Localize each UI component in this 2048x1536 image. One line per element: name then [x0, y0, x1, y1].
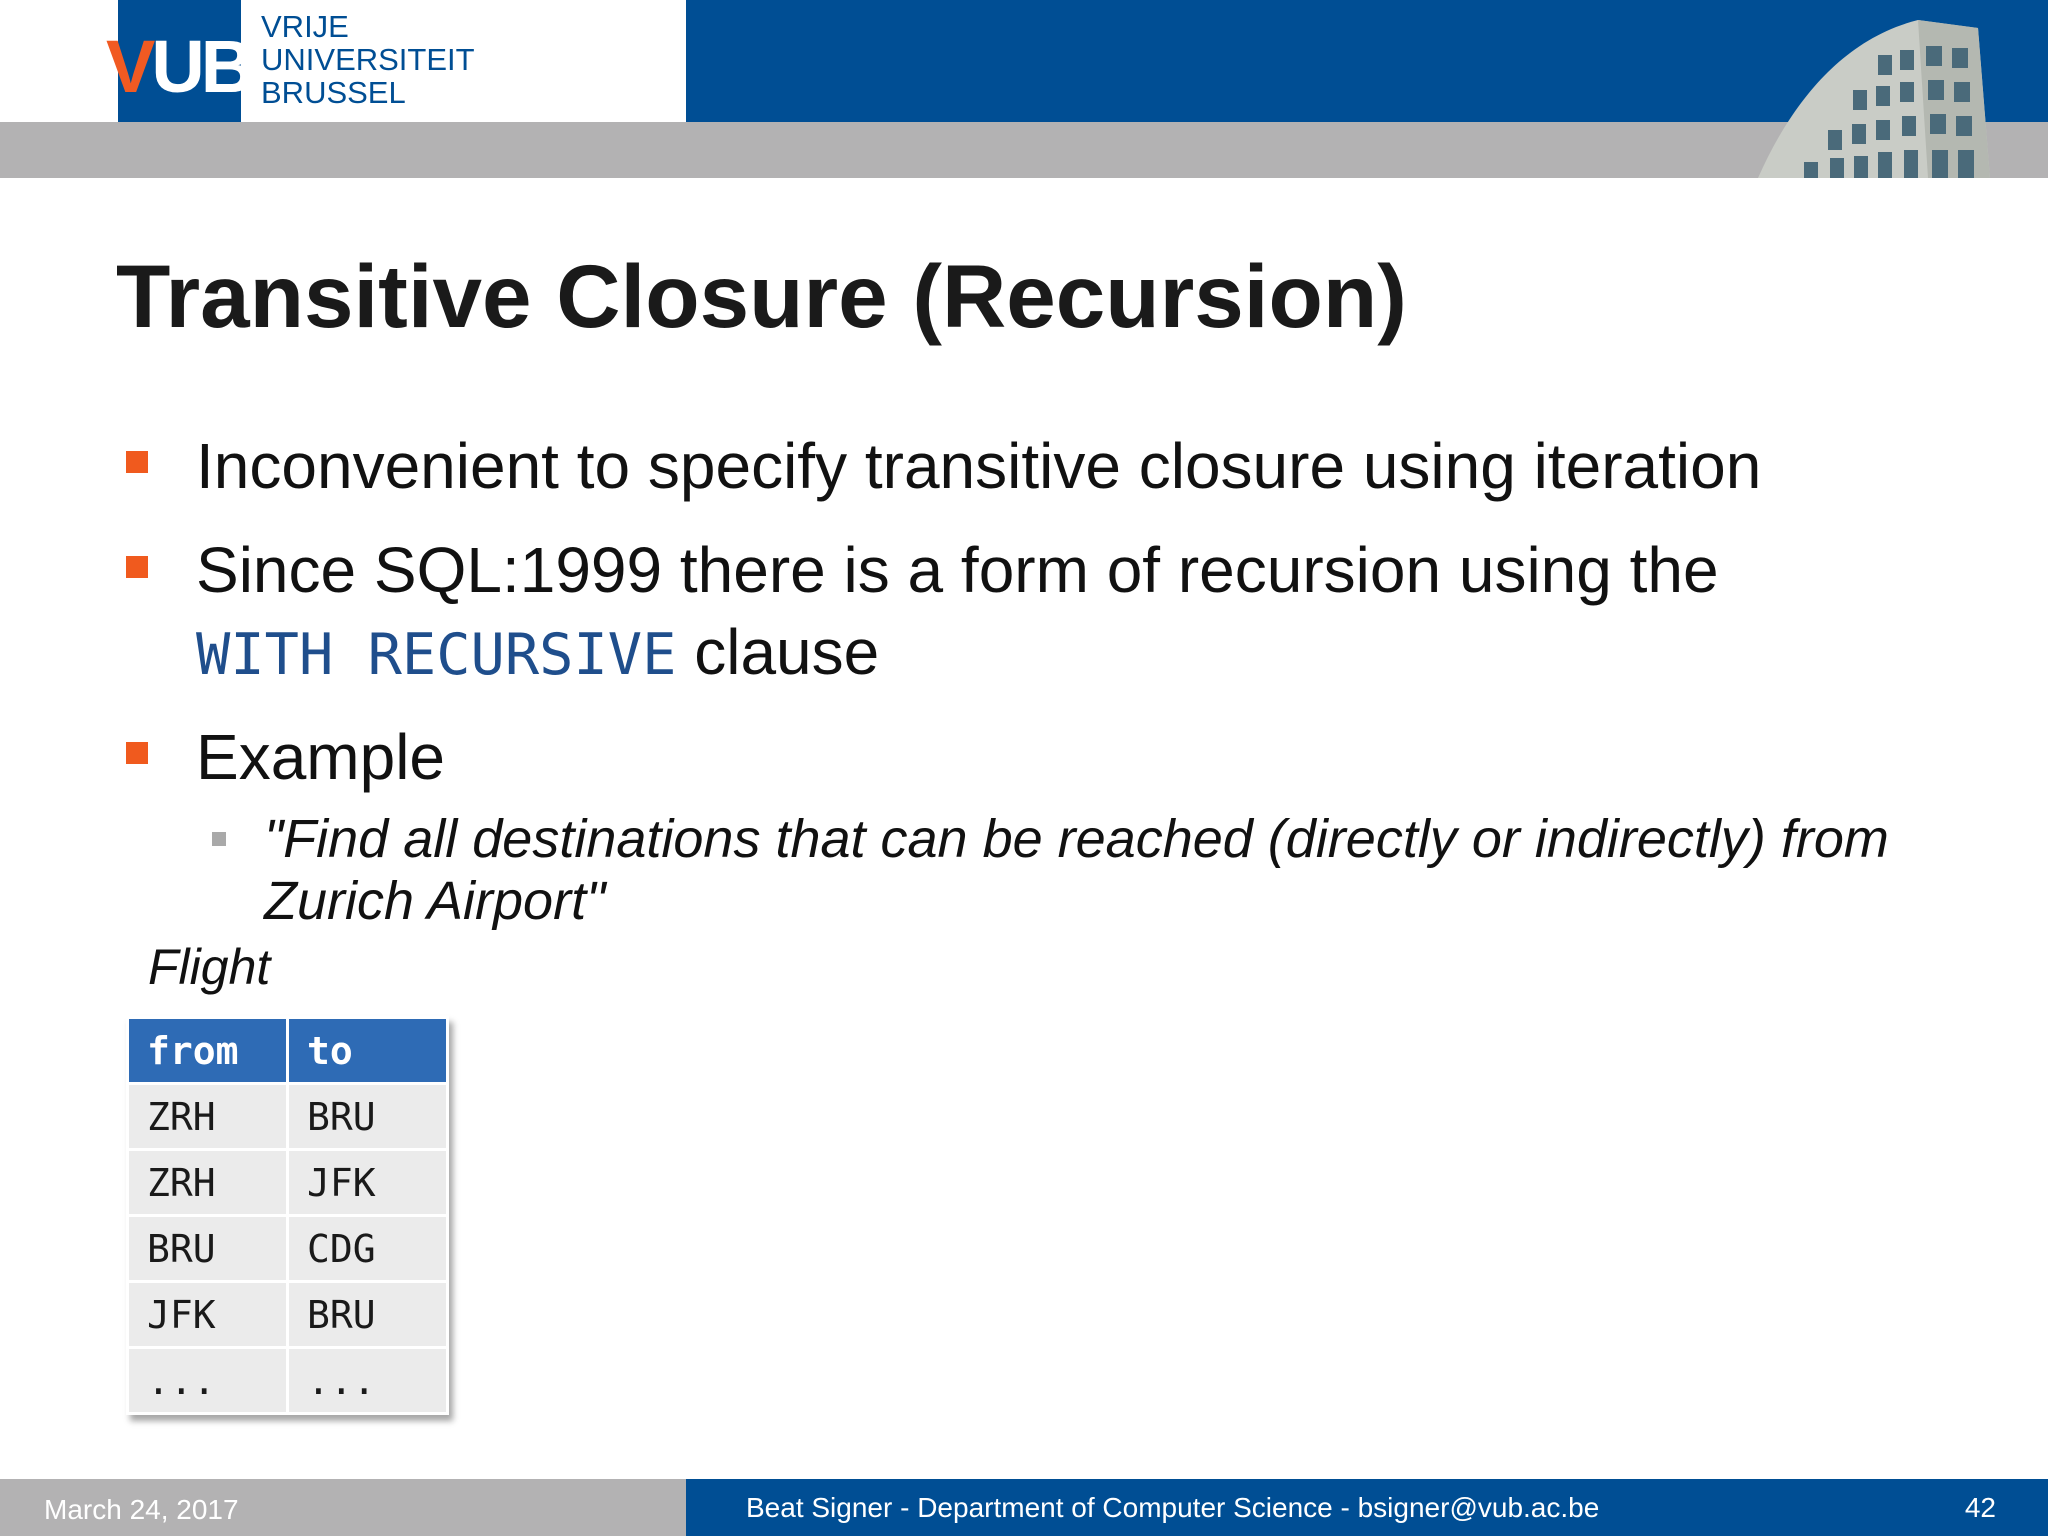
table-caption: Flight: [148, 939, 271, 995]
table-row: [128, 1150, 448, 1216]
table-cell: JFK: [288, 1150, 448, 1216]
bullet-marker: [126, 451, 148, 473]
page-number: 42: [1964, 1492, 1996, 1523]
code-keyword: WITH RECURSIVE: [196, 622, 677, 688]
table-row: [128, 1216, 448, 1282]
table-cell: ...: [128, 1348, 288, 1414]
sub-bullet-text: "Find all destinations that can be reached (directly or indirectly) from Zurich Airport": [264, 809, 1889, 931]
table-cell: BRU: [128, 1216, 288, 1282]
table-cell: ...: [288, 1348, 448, 1414]
table-cell: JFK: [128, 1282, 288, 1348]
bullet-marker: [126, 742, 148, 764]
university-name: [261, 10, 475, 109]
table-row: [128, 1084, 448, 1150]
footer-date: March 24, 2017: [44, 1494, 239, 1525]
building-image: [1748, 0, 1998, 178]
bullet-marker: [126, 556, 148, 578]
table-row: [128, 1348, 448, 1414]
bullet-text: Since SQL:1999 there is a form of recursion using the: [196, 534, 1719, 606]
vub-logo: VUB: [106, 25, 251, 108]
header-gray-band: [0, 122, 2048, 178]
table-cell: ZRH: [128, 1150, 288, 1216]
university-name-line: UNIVERSITEIT: [261, 42, 475, 77]
footer-author: Beat Signer - Department of Computer Science - bsigner@vub.ac.be: [746, 1492, 1600, 1523]
table-cell: BRU: [288, 1282, 448, 1348]
slide-title: Transitive Closure (Recursion): [116, 246, 1407, 346]
bullet-text-continuation: [196, 616, 880, 688]
table-cell: CDG: [288, 1216, 448, 1282]
university-name-line: BRUSSEL: [261, 75, 406, 110]
column-header: to: [288, 1018, 448, 1084]
column-header: from: [128, 1018, 288, 1084]
flight-table: [126, 1016, 449, 1415]
table-header-row: [128, 1018, 448, 1084]
bullet-text-suffix: clause: [676, 616, 880, 688]
table-cell: BRU: [288, 1084, 448, 1150]
bullet-text: Example: [196, 721, 445, 793]
university-name-line: VRIJE: [261, 9, 349, 44]
bullet-text: Inconvenient to specify transitive closure using iteration: [196, 430, 1762, 502]
table-row: [128, 1282, 448, 1348]
sub-bullet-marker: [212, 832, 226, 846]
table-cell: ZRH: [128, 1084, 288, 1150]
